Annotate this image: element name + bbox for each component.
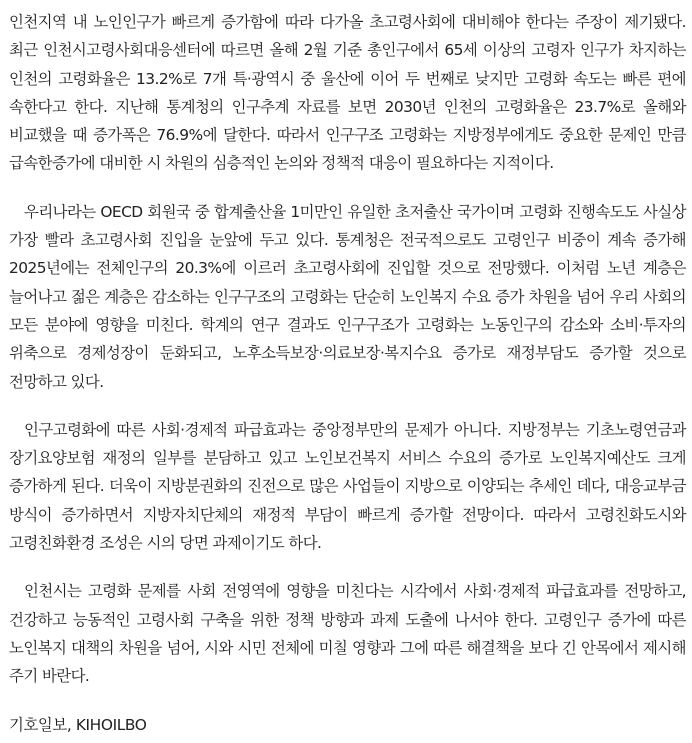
article-paragraph-1: 인천지역 내 노인인구가 빠르게 증가함에 따라 다가올 초고령사회에 대비해야 한다는 주장이 제기됐다. 최근 인천시고령사회대응센터에 따르면 올해 2월 기준 총인구에서 65세 이상의 고령자 인구가 차지하는 인천의 고령화율은 13.2%로 7개 특·광역시 중 울산에 이어 두 번째로 낮지만 고령화 속도는 빠른 편에 속한다고 한다. 지난해 통계청의 인구추계 자료를 보면 2030년 인천의 고령화율은 23.7%로 올해와 비교했을 때 증가폭은 76.9%에 달한다. 따라서 인구구조 고령화는 지방정부에게도 중요한 문제인 만큼 급속한증가에 대비한 시 차원의 심층적인 논의와 정책적 대응이 필요하다는 지적이다. [9, 13, 686, 173]
article-source: 기호일보, KIHOILBO [9, 715, 147, 734]
article-paragraph-3: 인구고령화에 따른 사회·경제적 파급효과는 중앙정부만의 문제가 아니다. 지방정부는 기초노령연금과 장기요양보험 재정의 일부를 분담하고 있고 노인보건복지 서비스 수요의 증가로 노인복지예산도 크게 증가하게 된다. 더욱이 지방분권화의 진전으로 많은 사업들이 지방으로 이양되는 추세인 데다, 대응교부금 방식이 증가하면서 지방자치단체의 재정적 부담이 빠르게 증가할 전망이다. 따라서 고령친화도시와 고령친화환경 조성은 시의 당면 과제이기도 하다. [9, 420, 686, 553]
article-paragraph-4: 인천시는 고령화 문제를 사회 전영역에 영향을 미친다는 시각에서 사회·경제적 파급효과를 전망하고, 건강하고 능동적인 고령사회 구축을 위한 정책 방향과 과제 도출에 나서야 한다. 고령인구 증가에 따른 노인복지 대책의 차원을 넘어, 시와 시민 전체에 미칠 영향과 그에 따른 해결책을 보다 긴 안목에서 제시해 주기 바란다. [9, 582, 686, 686]
article-paragraph-2: 우리나라는 OECD 회원국 중 합계출산율 1미만인 유일한 초저출산 국가이며 고령화 진행속도도 사실상 가장 빨라 초고령사회 진입을 눈앞에 두고 있다. 통계청은 전국적으로도 고령인구 비중이 계속 증가해 2025년에는 전체인구의 20.3%에 이르러 초고령사회에 진입할 것으로 전망했다. 이처럼 노년 계층은 늘어나고 젊은 계층은 감소하는 인구구조의 고령화는 단순히 노인복지 수요 증가 차원을 넘어 우리 사회의 모든 분야에 영향을 미친다. 학계의 연구 결과도 인구구조가 고령화는 노동인구의 감소와 소비·투자의 위축으로 경제성장이 둔화되고, 노후소득보장·의료보장·복지수요 증가로 재정부담도 증가할 것으로 전망하고 있다. [9, 202, 686, 391]
